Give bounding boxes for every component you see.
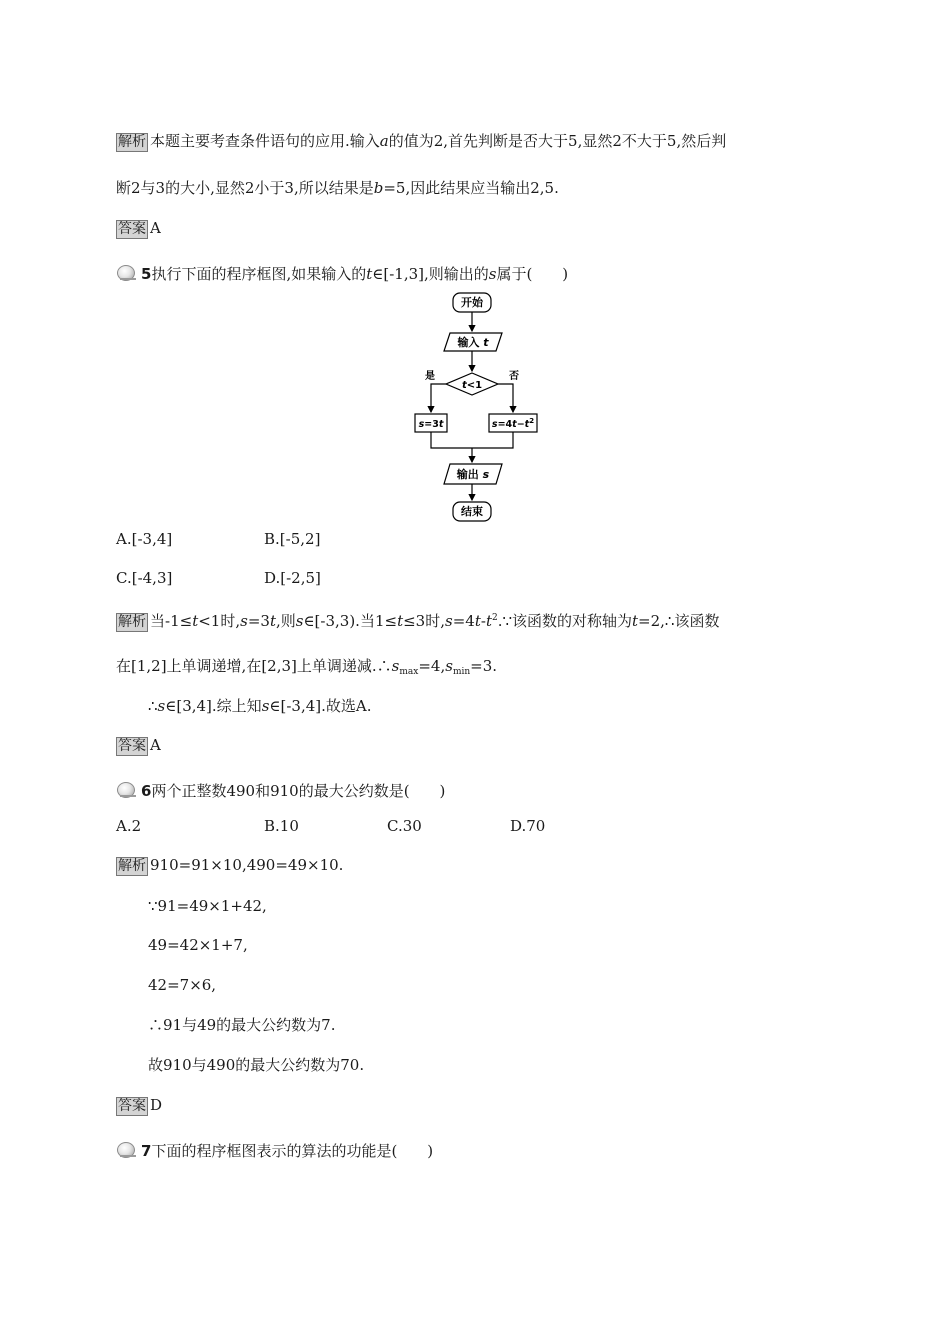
q5-analysis-text-2: [116, 657, 497, 675]
analysis_l1-seg: t: [632, 612, 639, 630]
q5-options-row-2: [116, 568, 321, 588]
flow-decision-label: t<1: [461, 380, 483, 391]
q5-option-b[interactable]: B.[-5,2]: [264, 530, 321, 548]
analysis_l1-seg: -: [480, 612, 486, 630]
analysis_l1-seg: t: [269, 612, 276, 630]
prev-answer-line: [116, 218, 161, 239]
prev-analysis-var-a: a: [379, 132, 389, 150]
q5-analysis-line-2: [116, 656, 497, 682]
q5-analysis-text-3: [148, 697, 372, 715]
q6-step-4: ∴91与49的最大公约数为7.: [148, 1016, 336, 1034]
prev-analysis-line-1: [116, 131, 726, 152]
q5-flowchart: [400, 288, 560, 528]
analysis_l2-seg: =4,: [418, 657, 446, 675]
flow-yes-label: 是: [425, 371, 435, 382]
prev-analysis-var-b: b: [373, 179, 384, 197]
q5-answer-line: [116, 735, 161, 756]
q6-option-d[interactable]: D.70: [510, 817, 546, 835]
analysis_l1-seg: t: [474, 612, 481, 630]
q6-stem: [116, 781, 445, 801]
analysis_l1-seg: <1时,: [198, 612, 241, 630]
q5-analysis-text-1: [150, 612, 719, 630]
q6-answer-line: [116, 1095, 162, 1116]
flow-left-process-label: s=3t: [418, 419, 444, 430]
analysis-tag: 解析: [118, 858, 146, 874]
q6-option-c[interactable]: C.30: [387, 817, 422, 835]
flow-end-label: 结束: [461, 505, 483, 518]
q5-analysis-line-3: [148, 696, 372, 716]
analysis-tag: 解析: [118, 614, 146, 630]
answer-tag: 答案: [118, 221, 146, 237]
prev-analysis-line-2: [116, 178, 559, 198]
analysis-tag: 解析: [118, 134, 146, 150]
prev-analysis-text-2b: =5,因此结果应当输出2,5.: [383, 179, 559, 197]
analysis_l3-seg: ∈[3,4].综上知: [165, 697, 262, 715]
question-bullet-icon: [116, 782, 136, 798]
flow-input-label: 输入 t: [457, 336, 489, 349]
prev-answer-value: A: [150, 219, 161, 237]
q6-step-2: 49=42×1+7,: [148, 936, 248, 954]
analysis_l1-seg: 2: [491, 613, 498, 623]
analysis_l1-seg: t: [485, 612, 492, 630]
analysis_l2-seg: 在[1,2]上单调递增,在[2,3]上单调递减.∴: [116, 657, 392, 675]
q6-step-1: ∵91=49×1+42,: [148, 897, 267, 915]
q5-stem-var-s: s: [488, 265, 497, 283]
q5-stem-text-a: 执行下面的程序框图,如果输入的: [151, 265, 367, 283]
flow-start-label: 开始: [461, 296, 483, 309]
analysis_l2-seg: min: [452, 667, 471, 677]
flow-output-label: 输出 s: [456, 468, 490, 481]
analysis_l1-seg: s: [295, 612, 304, 630]
q6-step-3: 42=7×6,: [148, 976, 217, 994]
analysis_l1-seg: ∈[-3,3).当1≤: [303, 612, 398, 630]
q5-stem-text-c: 属于( ): [496, 265, 569, 283]
analysis_l1-seg: s: [445, 612, 453, 630]
analysis_l2-seg: =3.: [470, 657, 498, 675]
q6-number: 6: [141, 782, 152, 800]
q6-step-5: 故910与490的最大公约数为70.: [148, 1056, 365, 1074]
analysis_l2-seg: max: [399, 667, 419, 677]
analysis_l1-seg: .∵该函数的对称轴为: [497, 612, 633, 630]
analysis_l3-seg: s: [261, 697, 270, 715]
analysis_l2-seg: s: [391, 657, 400, 675]
answer-tag: 答案: [118, 738, 146, 754]
analysis_l1-seg: s: [240, 612, 248, 630]
q5-stem-var-t: t: [366, 265, 373, 283]
analysis_l1-seg: =2,∴该函数: [638, 612, 720, 630]
analysis_l1-seg: 当-1≤: [150, 612, 193, 630]
analysis_l1-seg: t: [397, 612, 404, 630]
prev-analysis-text-2a: 断2与3的大小,显然2小于3,所以结果是: [116, 179, 374, 197]
prev-analysis-text-1a: 本题主要考查条件语句的应用.输入: [150, 132, 380, 150]
q6-options-row: [116, 816, 545, 836]
q6-option-b[interactable]: B.10: [264, 817, 299, 835]
analysis_l1-seg: ≤3时,: [403, 612, 445, 630]
q5-stem: [116, 264, 568, 284]
flow-right-process-label: $s=4t-t^2$: [491, 417, 535, 430]
q6-analysis-line: [116, 855, 343, 876]
q5-stem-text-b: ∈[-1,3],则输出的: [372, 265, 489, 283]
q5-answer-value: A: [150, 736, 161, 754]
analysis_l1-seg: =4: [452, 612, 475, 630]
analysis_l3-seg: ∈[-3,4].故选A.: [269, 697, 372, 715]
q7-stem-text: 下面的程序框图表示的算法的功能是( ): [151, 1142, 434, 1160]
question-bullet-icon: [116, 265, 136, 281]
q6-answer-value: D: [150, 1096, 163, 1114]
q5-analysis-line-1: [116, 608, 719, 632]
analysis_l3-seg: ∴: [148, 697, 158, 715]
q6-analysis-text: 910=91×10,490=49×10.: [150, 856, 344, 874]
flow-no-label: 否: [509, 371, 519, 382]
analysis_l1-seg: t: [192, 612, 199, 630]
answer-tag: 答案: [118, 1098, 146, 1114]
q6-option-a[interactable]: A.2: [116, 817, 142, 835]
q5-option-c[interactable]: C.[-4,3]: [116, 569, 173, 587]
q7-number: 7: [141, 1142, 152, 1160]
analysis_l3-seg: s: [157, 697, 166, 715]
prev-analysis-text-1b: 的值为2,首先判断是否大于5,显然2不大于5,然后判: [388, 132, 727, 150]
analysis_l1-seg: ,则: [275, 612, 296, 630]
q5-options-row-1: [116, 529, 320, 549]
analysis_l2-seg: s: [445, 657, 453, 675]
q5-number: 5: [141, 265, 152, 283]
analysis_l1-seg: =3: [247, 612, 270, 630]
q6-stem-text: 两个正整数490和910的最大公约数是( ): [151, 782, 446, 800]
q7-stem: [116, 1141, 433, 1161]
question-bullet-icon: [116, 1142, 136, 1158]
q5-option-a[interactable]: A.[-3,4]: [116, 530, 173, 548]
q5-option-d[interactable]: D.[-2,5]: [264, 569, 321, 587]
